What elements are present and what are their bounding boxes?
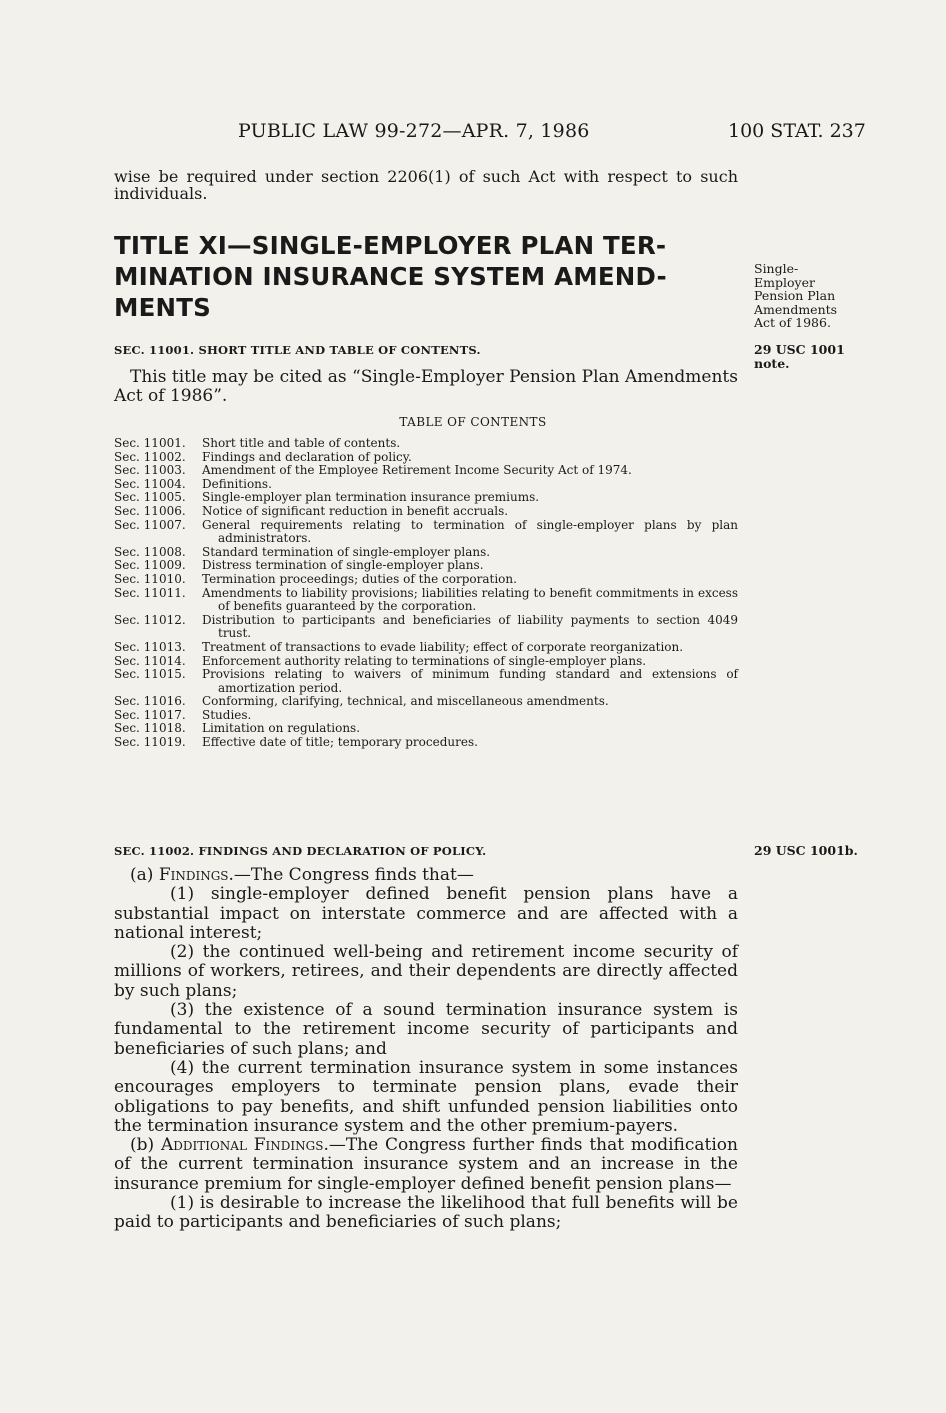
margin-note-line: Amendments: [754, 301, 838, 317]
toc-title: TABLE OF CONTENTS: [399, 415, 547, 429]
toc-section-number: Sec. 11012.: [114, 612, 186, 627]
toc-section-number: Sec. 11017.: [114, 707, 186, 722]
toc-section-number: Sec. 11010.: [114, 571, 186, 586]
margin-note-line: Pension Plan: [754, 288, 836, 303]
toc-section-number: Sec. 11007.: [114, 517, 186, 532]
margin-note-usc-1001: [754, 343, 845, 370]
toc-entry: [114, 559, 738, 573]
toc-section-title: General requirements relating to termination of single-employer plans by plan administrators.: [202, 517, 738, 546]
toc-section-number: Sec. 11003.: [114, 463, 186, 478]
subsection-b: [114, 1136, 738, 1194]
title-heading: [114, 230, 738, 323]
toc-section-title: Notice of significant reduction in benefit accruals.: [202, 503, 509, 518]
stat-reference: 100 STAT. 237: [728, 120, 866, 142]
toc-entry: [114, 668, 738, 695]
toc-section-number: Sec. 11006.: [114, 503, 186, 518]
toc-section-number: Sec. 11011.: [114, 585, 186, 600]
margin-note-line: Employer: [754, 274, 815, 290]
toc-section-number: Sec. 11009.: [114, 558, 186, 573]
findings-body: [114, 866, 738, 1233]
toc-section-number: Sec. 11014.: [114, 653, 186, 668]
margin-note-line: Single-: [754, 261, 799, 276]
toc-section-number: Sec. 11015.: [114, 667, 186, 682]
toc-entry: [114, 695, 738, 709]
toc-entry: [114, 736, 738, 750]
toc-section-number: Sec. 11016.: [114, 694, 186, 709]
toc-section-number: Sec. 11018.: [114, 721, 186, 736]
finding-item: (1) is desirable to increase the likelihood that full benefits will be paid to participants and beneficiaries of such plans;: [114, 1193, 738, 1233]
toc-entry: [114, 641, 738, 655]
toc-section-title: Treatment of transactions to evade liability; effect of corporate reorganization.: [202, 639, 684, 654]
toc-entry: [114, 505, 738, 519]
toc-section-title: Distress termination of single-employer plans.: [202, 558, 484, 573]
toc-section-title: Findings and declaration of policy.: [202, 449, 412, 464]
toc-entry: [114, 478, 738, 492]
toc-section-title: Distribution to participants and beneficiaries of liability payments to section 4049 trust.: [202, 612, 738, 641]
toc-section-title: Effective date of title; temporary procedures.: [202, 735, 478, 750]
toc-section-title: Conforming, clarifying, technical, and miscellaneous amendments.: [202, 694, 609, 709]
margin-note-usc-1001b: 29 USC 1001b.: [754, 843, 858, 858]
finding-item: (4) the current termination insurance system in some instances encourages employers to terminate pension plans, evade their obligations to pay benefits, and shift unfunded pension liabilities onto the termination insurance system and the other premium-payers.: [114, 1057, 738, 1136]
subsection-b-label: (b): [130, 1135, 161, 1156]
subsection-b-caption: Additional Findings: [160, 1135, 324, 1156]
toc-section-title: Amendment of the Employee Retirement Income Security Act of 1974.: [202, 463, 632, 478]
toc-section-title: Single-employer plan termination insurance premiums.: [202, 490, 540, 505]
subsection-a-caption: Findings: [158, 865, 229, 885]
toc-section-number: Sec. 11002.: [114, 449, 186, 464]
margin-note-line: 29 USC 1001: [754, 342, 845, 357]
section-heading-11001: SEC. 11001. SHORT TITLE AND TABLE OF CONTENTS.: [114, 343, 481, 357]
toc-entry: [114, 546, 738, 560]
toc-section-title: Standard termination of single-employer plans.: [202, 544, 491, 559]
toc-entry: [114, 722, 738, 736]
toc-entry: [114, 437, 738, 451]
toc-section-number: Sec. 11004.: [114, 476, 186, 491]
margin-note-line: note.: [754, 355, 790, 371]
continuation-text: wise be required under section 2206(1) of such Act with respect to such individuals.: [114, 167, 738, 203]
title-line: MINATION INSURANCE SYSTEM AMEND-: [114, 262, 667, 291]
toc-entry: [114, 464, 738, 478]
toc-entry: [114, 491, 738, 505]
toc-section-number: Sec. 11005.: [114, 490, 186, 505]
title-line: MENTS: [114, 293, 211, 322]
toc-entry: [114, 709, 738, 723]
running-title: PUBLIC LAW 99-272—APR. 7, 1986: [238, 120, 590, 142]
toc-section-title: Provisions relating to waivers of minimum funding standard and extensions of amortization period.: [202, 667, 738, 695]
toc-entry: [114, 655, 738, 669]
toc-entry: [114, 573, 738, 587]
finding-item: (3) the existence of a sound termination insurance system is fundamental to the retirement income security of participants and beneficiaries of such plans; and: [114, 1000, 738, 1059]
toc-section-number: Sec. 11001.: [114, 436, 186, 450]
margin-note-line: Act of 1986.: [754, 315, 831, 330]
toc-section-title: Studies.: [202, 707, 252, 722]
section-heading-11002: SEC. 11002. FINDINGS AND DECLARATION OF POLICY.: [114, 844, 487, 858]
table-of-contents: [114, 437, 738, 750]
toc-section-title: Amendments to liability provisions; liabilities relating to benefit commitments in excess of benefits guaranteed by the corporation.: [202, 585, 738, 614]
title-line: TITLE XI—SINGLE-EMPLOYER PLAN TER-: [114, 231, 667, 260]
toc-entry: [114, 451, 738, 465]
toc-section-title: Limitation on regulations.: [202, 721, 361, 736]
toc-section-number: Sec. 11008.: [114, 544, 186, 559]
margin-note-act-name: [754, 262, 837, 330]
subsection-a-lead: .—The Congress finds that—: [228, 865, 474, 885]
subsection-b-lead: .—The Congress further finds that modification of the current termination insurance system and an increase in the insurance premium for single-employer defined benefit pension plans—: [114, 1135, 738, 1194]
subsection-a: [114, 866, 738, 885]
toc-section-number: Sec. 11019.: [114, 735, 186, 750]
toc-entry: [114, 587, 738, 614]
short-title-text: This title may be cited as “Single-Employer Pension Plan Amendments Act of 1986”.: [114, 367, 738, 406]
finding-item: (2) the continued well-being and retirement income security of millions of workers, retirees, and their dependents are directly affected by such plans;: [114, 942, 738, 1001]
toc-section-title: Definitions.: [202, 476, 272, 491]
toc-section-title: Enforcement authority relating to terminations of single-employer plans.: [202, 653, 647, 668]
toc-section-number: Sec. 11013.: [114, 639, 186, 654]
finding-item: (1) single-employer defined benefit pension plans have a substantial impact on interstate commerce and are affected with a national interest;: [114, 884, 738, 943]
toc-section-title: Termination proceedings; duties of the corporation.: [202, 571, 517, 586]
subsection-a-label: (a): [130, 865, 159, 885]
toc-entry: [114, 519, 738, 546]
toc-entry: [114, 614, 738, 641]
toc-section-title: Short title and table of contents.: [202, 436, 401, 450]
